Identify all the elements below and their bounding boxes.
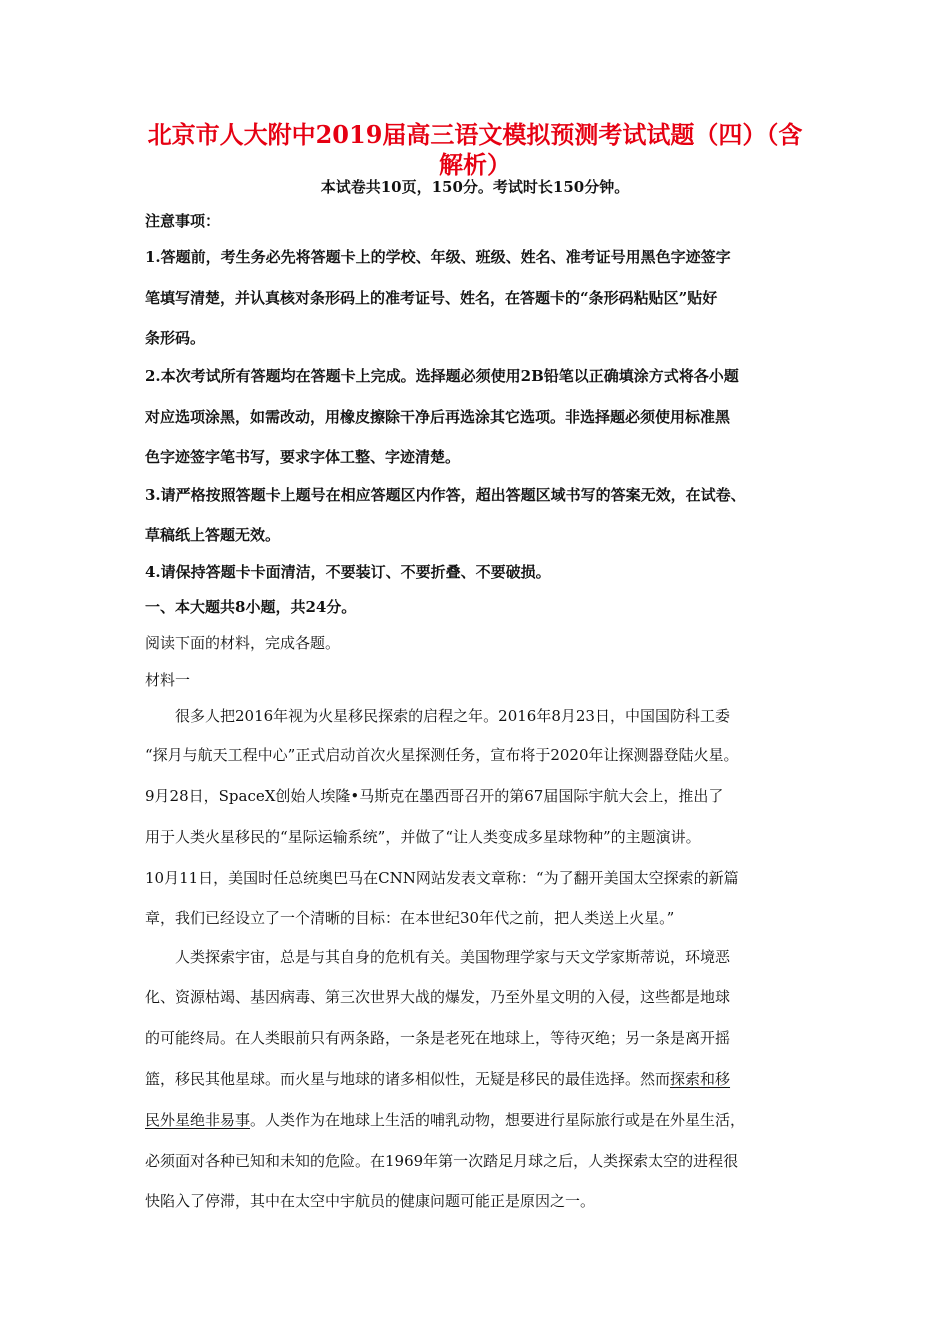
exam-info: 本试卷共10页，150分。考试时长150分钟。 — [320, 178, 630, 196]
paragraph-line: 用于人类火星移民的“星际运输系统”，并做了“让人类变成多星球物种”的主题演讲。 — [145, 828, 701, 846]
notice-line: 笔填写清楚，并认真核对条形码上的准考证号、姓名，在答题卡的“条形码粘贴区”贴好 — [145, 289, 718, 307]
paragraph-line: 的可能终局。在人类眼前只有两条路，一条是老死在地球上，等待灭绝；另一条是离开摇 — [145, 1029, 731, 1047]
notice-line: 色字迹签字笔书写，要求字体工整、字迹清楚。 — [145, 448, 461, 466]
material-label: 材料一 — [145, 671, 191, 689]
section-heading: 一、本大题共8小题，共24分。 — [145, 598, 357, 616]
notice-line: 4.请保持答题卡卡面清洁，不要装订、不要折叠、不要破损。 — [145, 563, 551, 581]
paragraph-line — [145, 1109, 815, 1131]
notice-line: 条形码。 — [145, 329, 206, 347]
paragraph-line — [145, 1068, 815, 1090]
notice-line: 1.答题前，考生务必先将答题卡上的学校、年级、班级、姓名、准考证号用黑色字迹签字 — [145, 248, 731, 266]
notice-heading: 注意事项： — [145, 212, 221, 230]
paragraph-line: “探月与航天工程中心”正式启动首次火星探测任务，宣布将于2020年让探测器登陆火星。 — [145, 746, 739, 764]
notice-line: 2.本次考试所有答题均在答题卡上完成。选择题必须使用2B铅笔以正确填涂方式将各小题 — [145, 367, 739, 385]
notice-line: 对应选项涂黑，如需改动，用橡皮擦除干净后再选涂其它选项。非选择题必须使用标准黑 — [145, 408, 731, 426]
notice-line: 草稿纸上答题无效。 — [145, 526, 281, 544]
paragraph-line: 人类探索宇宙，总是与其自身的危机有关。美国物理学家与天文学家斯蒂说，环境恶 — [145, 948, 731, 966]
reading-instruction: 阅读下面的材料，完成各题。 — [145, 634, 341, 652]
paragraph-line: 章，我们已经设立了一个清晰的目标：在本世纪30年代之前，把人类送上火星。” — [145, 909, 675, 927]
paragraph-text: 。人类作为在地球上生活的哺乳动物，想要进行星际旅行或是在外星生活， — [250, 1111, 746, 1129]
notice-line: 3.请严格按照答题卡上题号在相应答题区内作答，超出答题区域书写的答案无效，在试卷、 — [145, 486, 746, 504]
paragraph-line: 必须面对各种已知和未知的危险。在1969年第一次踏足月球之后，人类探索太空的进程很 — [145, 1152, 739, 1170]
underlined-phrase: 探索和移 — [670, 1070, 731, 1088]
paragraph-text: 篮，移民其他星球。而火星与地球的诸多相似性，无疑是移民的最佳选择。然而 — [145, 1070, 671, 1088]
paragraph-line: 10月11日，美国时任总统奥巴马在CNN网站发表文章称：“为了翻开美国太空探索的新篇 — [145, 869, 739, 887]
paragraph-line: 很多人把2016年视为火星移民探索的启程之年。2016年8月23日，中国国防科工委 — [145, 707, 730, 725]
paragraph-line: 快陷入了停滞，其中在太空中宇航员的健康问题可能正是原因之一。 — [145, 1192, 596, 1210]
paragraph-line: 9月28日，SpaceX创始人埃隆•马斯克在墨西哥召开的第67届国际宇航大会上，推出了 — [145, 787, 724, 805]
underlined-phrase: 民外星绝非易事 — [145, 1111, 251, 1129]
paragraph-line: 化、资源枯竭、基因病毒、第三次世界大战的爆发，乃至外星文明的入侵，这些都是地球 — [145, 988, 731, 1006]
document-title: 北京市人大附中2019届高三语文模拟预测考试试题（四）（含解析） — [147, 120, 803, 179]
